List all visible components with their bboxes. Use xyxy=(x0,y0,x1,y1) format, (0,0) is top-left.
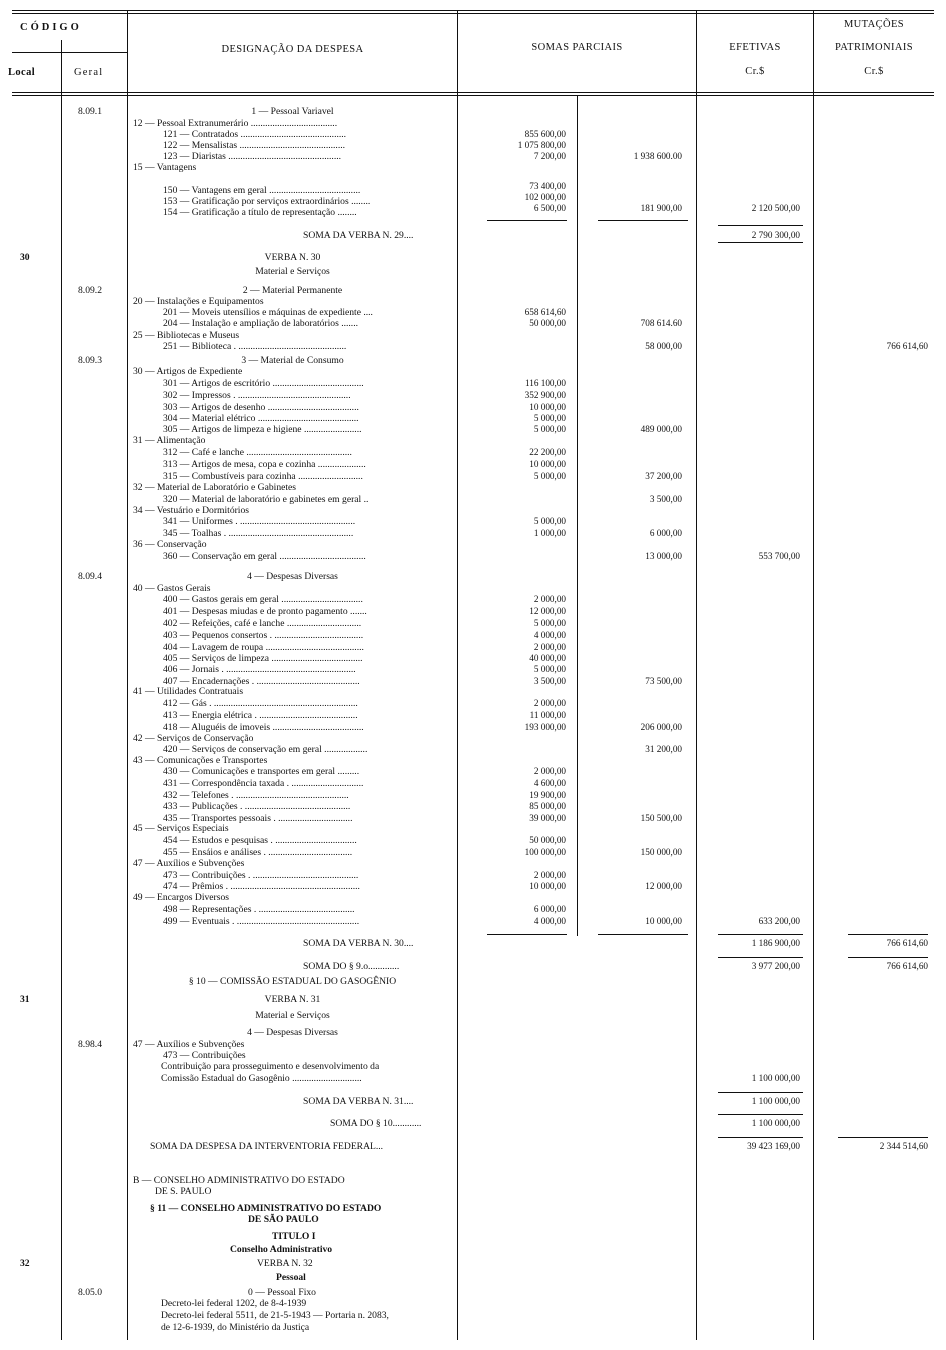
subtotal-rule xyxy=(718,1114,803,1115)
efetivas-value: 633 200,00 xyxy=(758,916,800,926)
efetivas-value: 1 100 000,00 xyxy=(751,1118,800,1128)
soma-parcial-1: 5 000,00 xyxy=(533,471,566,481)
designacao: 313 — Artigos de mesa, copa e cozinha .................... xyxy=(163,459,366,470)
subtotal-rule xyxy=(838,1137,928,1138)
designacao: 406 — Jornais . ...................................................... xyxy=(163,664,356,675)
designacao: 418 — Aluguéis de imoveis ...................................... xyxy=(163,722,364,733)
soma-parcial-1: 658 614,60 xyxy=(524,307,566,317)
designacao: 2 — Material Permanente xyxy=(242,285,343,296)
designacao: 42 — Serviços de Conservação xyxy=(133,733,254,744)
rule-desig-somas xyxy=(457,10,458,1340)
designacao: 341 — Uniformes . ................................................ xyxy=(163,516,356,527)
codigo-local: 32 xyxy=(20,1258,30,1269)
designacao: 20 — Instalações e Equipamentos xyxy=(133,296,264,307)
rule-geral-desig xyxy=(127,10,128,1340)
designacao: 25 — Bibliotecas e Museus xyxy=(133,330,240,341)
designacao: 4 — Despesas Diversas xyxy=(247,1027,338,1038)
codigo-local: 30 xyxy=(20,252,30,263)
designacao: 312 — Café e lanche ............................................ xyxy=(163,447,352,458)
soma-parcial-1: 4 000,00 xyxy=(533,630,566,640)
designacao: 40 — Gastos Gerais xyxy=(133,583,211,594)
soma-parcial-1: 2 000,00 xyxy=(533,594,566,604)
designacao: 345 — Toalhas . .................................................... xyxy=(163,528,354,539)
designacao: VERBA N. 32 xyxy=(257,1258,313,1269)
designacao: 499 — Eventuais . ................................................... xyxy=(163,916,360,927)
soma-parcial-1: 116 100,00 xyxy=(524,378,566,388)
designacao: 121 — Contratados ............................................ xyxy=(163,129,347,140)
header-mutacoes: MUTAÇÕES xyxy=(843,19,905,30)
header-efetivas: EFETIVAS xyxy=(729,42,781,53)
designacao: 400 — Gastos gerais em geral .................................. xyxy=(163,594,363,605)
designacao: Material e Serviços xyxy=(255,1010,330,1021)
soma-parcial-1: 10 000,00 xyxy=(529,402,566,412)
soma-parcial-1: 2 000,00 xyxy=(533,766,566,776)
soma-parcial-1: 19 900,00 xyxy=(529,790,566,800)
designacao: 305 — Artigos de limpeza e higiene ........................ xyxy=(163,424,362,435)
designacao: 413 — Energia elétrica . ......................................... xyxy=(163,710,358,721)
designacao: 407 — Encadernações . ........................................... xyxy=(163,676,360,687)
soma-parcial-2: 181 900,00 xyxy=(640,203,682,213)
subtotal-rule xyxy=(598,934,688,935)
designacao: 15 — Vantagens xyxy=(133,162,197,173)
soma-parcial-1: 73 400,00 xyxy=(529,181,566,191)
efetivas-value: 1 186 900,00 xyxy=(751,938,800,948)
designacao: 455 — Ensáios e análises . ................................... xyxy=(163,847,353,858)
soma-parcial-1: 50 000,00 xyxy=(529,318,566,328)
designacao: SOMA DO § 9.o............. xyxy=(303,961,400,972)
designacao: Decreto-lei federal 5511, de 21-5-1943 — Portaria n. 2083, xyxy=(161,1310,389,1321)
codigo-geral: 8.09.3 xyxy=(78,355,102,366)
designacao: 32 — Material de Laboratório e Gabinetes xyxy=(133,482,297,493)
soma-parcial-1: 50 000,00 xyxy=(529,835,566,845)
soma-parcial-2: 489 000,00 xyxy=(640,424,682,434)
mutacoes-value: 2 344 514,60 xyxy=(879,1141,928,1151)
codigo-geral: 8.98.4 xyxy=(78,1039,102,1050)
designacao: 430 — Comunicações e transportes em geral ......... xyxy=(163,766,360,777)
subtotal-rule xyxy=(848,934,928,935)
header-patrimoniais: PATRIMONIAIS xyxy=(835,42,913,53)
designacao: Conselho Administrativo xyxy=(230,1244,333,1255)
designacao: 315 — Combustíveis para cozinha ........................... xyxy=(163,471,363,482)
designacao: 47 — Auxílios e Subvenções xyxy=(133,1039,245,1050)
soma-parcial-1: 5 000,00 xyxy=(533,413,566,423)
soma-parcial-2: 150 500,00 xyxy=(640,813,682,823)
designacao: Comissão Estadual do Gasogênio ............................. xyxy=(161,1073,362,1084)
soma-parcial-1: 855 600,00 xyxy=(524,129,566,139)
soma-parcial-1: 1 075 800,00 xyxy=(517,140,566,150)
mutacoes-value: 766 614,60 xyxy=(886,961,928,971)
designacao: 1 — Pessoal Variavel xyxy=(251,106,334,117)
subtotal-rule xyxy=(848,957,928,958)
designacao: 47 — Auxílios e Subvenções xyxy=(133,858,245,869)
designacao: Pessoal xyxy=(276,1272,306,1283)
codigo-underline xyxy=(12,52,127,53)
designacao: 41 — Utilidades Contratuais xyxy=(133,686,244,697)
soma-parcial-1: 193 000,00 xyxy=(524,722,566,732)
soma-parcial-1: 10 000,00 xyxy=(529,459,566,469)
soma-parcial-1: 40 000,00 xyxy=(529,653,566,663)
designacao: 404 — Lavagem de roupa ......................................... xyxy=(163,642,364,653)
designacao: 204 — Instalação e ampliação de laboratórios ....... xyxy=(163,318,359,329)
soma-parcial-1: 6 500,00 xyxy=(533,203,566,213)
designacao: Contribuição para prosseguimento e desenvolvimento da xyxy=(161,1061,380,1072)
soma-parcial-1: 5 000,00 xyxy=(533,424,566,434)
designacao: 201 — Moveis utensílios e máquinas de expediente .... xyxy=(163,307,373,318)
soma-parcial-2: 37 200,00 xyxy=(645,471,682,481)
designacao: SOMA DA DESPESA DA INTERVENTORIA FEDERAL... xyxy=(150,1141,384,1152)
designacao: 150 — Vantagens em geral ...................................... xyxy=(163,185,361,196)
designacao: 3 — Material de Consumo xyxy=(241,355,344,366)
designacao: DE S. PAULO xyxy=(155,1186,212,1197)
codigo-geral: 8.09.2 xyxy=(78,285,102,296)
efetivas-value: 1 100 000,00 xyxy=(751,1096,800,1106)
designacao: 403 — Pequenos consertos . ..................................... xyxy=(163,630,364,641)
header-local: Local xyxy=(8,67,36,78)
designacao: 498 — Representações . ........................................ xyxy=(163,904,355,915)
designacao: VERBA N. 31 xyxy=(264,994,321,1005)
header-mutacoes-moeda: Cr.$ xyxy=(864,66,884,77)
soma-parcial-1: 102 000,00 xyxy=(524,192,566,202)
soma-parcial-1: 352 900,00 xyxy=(524,390,566,400)
designacao: 154 — Gratificação a título de representação ........ xyxy=(163,207,357,218)
designacao: B — CONSELHO ADMINISTRATIVO DO ESTADO xyxy=(133,1175,345,1186)
soma-parcial-2: 12 000,00 xyxy=(645,881,682,891)
soma-parcial-1: 11 000,00 xyxy=(529,710,566,720)
rule-local-geral xyxy=(61,40,62,1340)
designacao: 45 — Serviços Especiais xyxy=(133,823,229,834)
soma-parcial-1: 10 000,00 xyxy=(529,881,566,891)
soma-parcial-1: 4 000,00 xyxy=(533,916,566,926)
designacao: 30 — Artigos de Expediente xyxy=(133,366,243,377)
soma-parcial-2: 6 000,00 xyxy=(649,528,682,538)
top-rule xyxy=(12,10,934,11)
designacao: 122 — Mensalistas ............................................ xyxy=(163,140,346,151)
designacao: 474 — Prêmios . ...................................................... xyxy=(163,881,360,892)
designacao: 302 — Impressos . ............................................... xyxy=(163,390,351,401)
designacao: 36 — Conservação xyxy=(133,539,207,550)
subtotal-rule xyxy=(718,1137,803,1138)
header-efetivas-moeda: Cr.$ xyxy=(745,66,765,77)
soma-parcial-2: 31 200,00 xyxy=(645,744,682,754)
designacao: 473 — Contribuições xyxy=(163,1050,246,1061)
header-somas-parciais: SOMAS PARCIAIS xyxy=(531,42,623,53)
designacao: 123 — Diaristas ............................................... xyxy=(163,151,342,162)
efetivas-value: 39 423 169,00 xyxy=(747,1141,800,1151)
soma-parcial-1: 39 000,00 xyxy=(529,813,566,823)
designacao: 34 — Vestuário e Dormitórios xyxy=(133,505,250,516)
subtotal-rule xyxy=(718,934,803,935)
designacao: 432 — Telefones . ............................................... xyxy=(163,790,349,801)
efetivas-value: 1 100 000,00 xyxy=(751,1073,800,1083)
codigo-geral: 8.09.1 xyxy=(78,106,102,117)
efetivas-value: 3 977 200,00 xyxy=(751,961,800,971)
designacao: 301 — Artigos de escritório ...................................... xyxy=(163,378,364,389)
designacao: 412 — Gás . ............................................................ xyxy=(163,698,358,709)
designacao: 433 — Publicações . ............................................ xyxy=(163,801,351,812)
header-bottom-rule xyxy=(12,92,934,93)
designacao: 431 — Correspondência taxada . .............................. xyxy=(163,778,364,789)
soma-parcial-2: 1 938 600.00 xyxy=(633,151,682,161)
codigo-local: 31 xyxy=(20,994,30,1005)
subtotal-rule xyxy=(487,220,567,221)
designacao: SOMA DA VERBA N. 29.... xyxy=(303,230,414,241)
header-bottom-rule-2 xyxy=(12,95,934,96)
designacao: Material e Serviços xyxy=(255,266,330,277)
soma-parcial-1: 5 000,00 xyxy=(533,664,566,674)
designacao: 251 — Biblioteca . ............................................. xyxy=(163,341,347,352)
designacao: 454 — Estudos e pesquisas . .................................. xyxy=(163,835,357,846)
designacao: 473 — Contribuições . ............................................ xyxy=(163,870,359,881)
soma-parcial-1: 6 000,00 xyxy=(533,904,566,914)
designacao: 0 — Pessoal Fixo xyxy=(248,1287,316,1298)
soma-parcial-2: 3 500,00 xyxy=(649,494,682,504)
rule-efetivas-mutacoes xyxy=(813,10,814,1340)
designacao: 405 — Serviços de limpeza ...................................... xyxy=(163,653,363,664)
header-geral: Geral xyxy=(74,67,104,78)
soma-parcial-2: 708 614.60 xyxy=(640,318,682,328)
subtotal-rule xyxy=(487,934,567,935)
soma-parcial-1: 7 200,00 xyxy=(533,151,566,161)
soma-parcial-2: 206 000,00 xyxy=(640,722,682,732)
designacao: de 12-6-1939, do Ministério da Justiça xyxy=(161,1322,310,1333)
soma-parcial-1: 5 000,00 xyxy=(533,516,566,526)
soma-parcial-1: 2 000,00 xyxy=(533,642,566,652)
designacao: § 11 — CONSELHO ADMINISTRATIVO DO ESTADO xyxy=(150,1203,382,1214)
designacao: 401 — Despesas miudas e de pronto pagamento ....... xyxy=(163,606,367,617)
subtotal-rule xyxy=(718,957,803,958)
subtotal-rule xyxy=(718,1092,803,1093)
mutacoes-value: 766 614,60 xyxy=(886,341,928,351)
designacao: Decreto-lei federal 1202, de 8-4-1939 xyxy=(161,1298,307,1309)
soma-parcial-1: 5 000,00 xyxy=(533,618,566,628)
soma-parcial-1: 3 500,00 xyxy=(533,676,566,686)
designacao: 43 — Comunicações e Transportes xyxy=(133,755,268,766)
soma-parcial-2: 10 000,00 xyxy=(645,916,682,926)
subtotal-rule xyxy=(718,225,803,226)
rule-somas-efetivas xyxy=(696,10,697,1340)
subtotal-rule xyxy=(718,242,803,243)
designacao: 303 — Artigos de desenho ...................................... xyxy=(163,402,359,413)
codigo-geral: 8.05.0 xyxy=(78,1287,102,1298)
soma-parcial-1: 4 600,00 xyxy=(533,778,566,788)
soma-parcial-2: 150 000,00 xyxy=(640,847,682,857)
designacao: 31 — Alimentação xyxy=(133,435,206,446)
soma-parcial-2: 13 000,00 xyxy=(645,551,682,561)
designacao: 402 — Refeições, café e lanche ............................... xyxy=(163,618,362,629)
designacao: 4 — Despesas Diversas xyxy=(247,571,338,582)
designacao: TITULO I xyxy=(272,1231,316,1242)
efetivas-value: 553 700,00 xyxy=(758,551,800,561)
designacao: 435 — Transportes pessoais . ............................... xyxy=(163,813,353,824)
mutacoes-value: 766 614,60 xyxy=(886,938,928,948)
designacao: 153 — Gratificação por serviços extraordinários ........ xyxy=(163,196,371,207)
designacao: SOMA DA VERBA N. 30.... xyxy=(303,938,414,949)
rule-parcial-mid xyxy=(577,96,578,936)
designacao: 320 — Material de laboratório e gabinetes em geral .. xyxy=(163,494,369,505)
designacao: VERBA N. 30 xyxy=(264,252,321,263)
soma-parcial-1: 12 000,00 xyxy=(529,606,566,616)
designacao: SOMA DA VERBA N. 31.... xyxy=(303,1096,414,1107)
efetivas-value: 2 120 500,00 xyxy=(751,203,800,213)
soma-parcial-1: 100 000,00 xyxy=(524,847,566,857)
soma-parcial-2: 73 500,00 xyxy=(645,676,682,686)
designacao: SOMA DO § 10............ xyxy=(330,1118,422,1129)
designacao: 360 — Conservação em geral .................................... xyxy=(163,551,366,562)
designacao: 304 — Material elétrico .......................................... xyxy=(163,413,359,424)
designacao: 49 — Encargos Diversos xyxy=(133,892,230,903)
header-designacao: DESIGNAÇÃO DA DESPESA xyxy=(221,44,364,55)
soma-parcial-1: 2 000,00 xyxy=(533,870,566,880)
soma-parcial-2: 58 000,00 xyxy=(645,341,682,351)
soma-parcial-1: 22 200,00 xyxy=(529,447,566,457)
soma-parcial-1: 2 000,00 xyxy=(533,698,566,708)
designacao: 12 — Pessoal Extranumerário .................................... xyxy=(133,118,338,129)
soma-parcial-1: 1 000,00 xyxy=(533,528,566,538)
soma-parcial-1: 85 000,00 xyxy=(529,801,566,811)
top-rule-2 xyxy=(12,13,934,14)
designacao: 420 — Serviços de conservação em geral .................. xyxy=(163,744,368,755)
header-codigo: CÓDIGO xyxy=(20,22,82,33)
designacao: § 10 — COMISSÃO ESTADUAL DO GASOGÊNIO xyxy=(188,976,397,987)
subtotal-rule xyxy=(598,220,688,221)
efetivas-value: 2 790 300,00 xyxy=(751,230,800,240)
designacao: DE SÃO PAULO xyxy=(248,1214,319,1225)
codigo-geral: 8.09.4 xyxy=(78,571,102,582)
